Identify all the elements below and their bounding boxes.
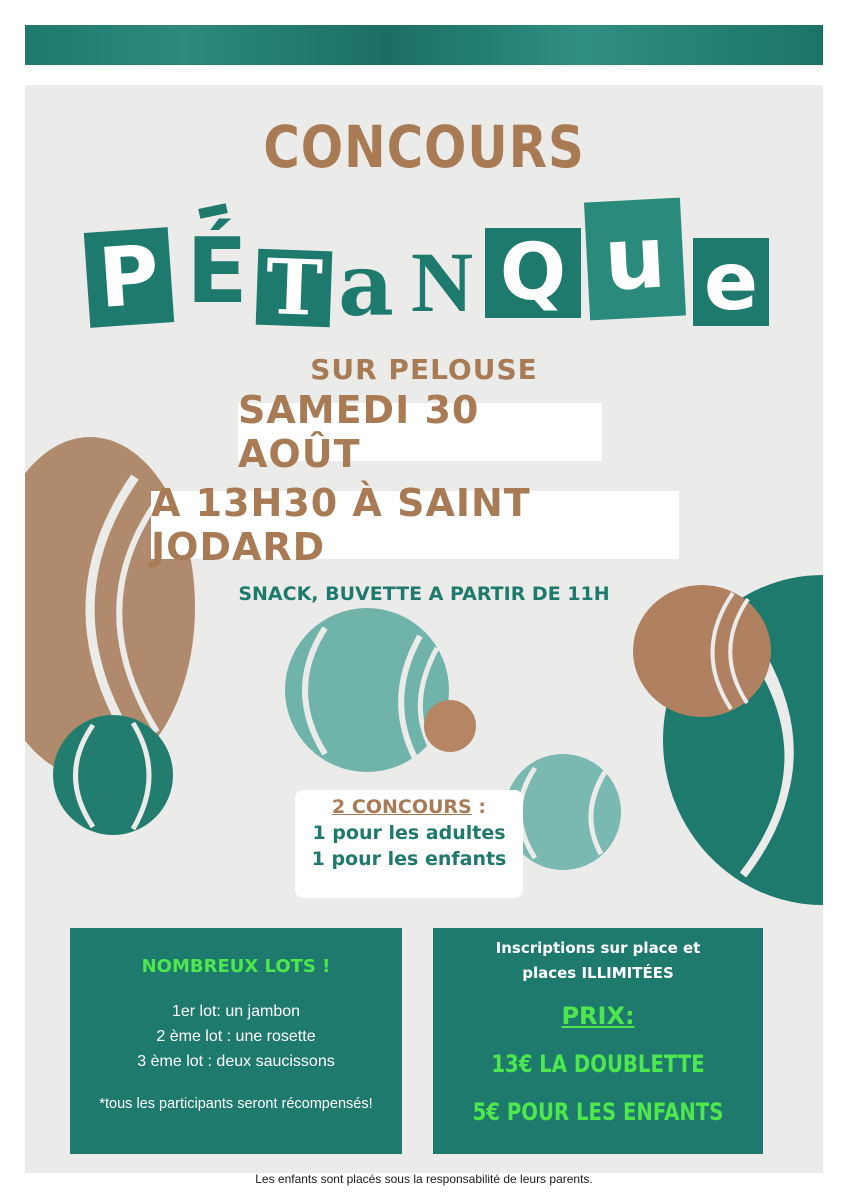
lot-item: 2 ème lot : une rosette — [156, 1028, 316, 1045]
light-teal-ball-center — [285, 608, 449, 772]
event-time-place: A 13H30 À SAINT JODARD — [151, 491, 679, 559]
lot-item: 1er lot: un jambon — [171, 1003, 301, 1020]
concours-adults: 1 pour les adultes — [312, 822, 506, 844]
letter-e-accent: É — [186, 219, 248, 324]
snack-info: SNACK, BUVETTE A PARTIR DE 11H — [238, 583, 610, 605]
lots-title: NOMBREUX LOTS ! — [141, 956, 331, 977]
cochonnet — [424, 700, 476, 752]
lots-list — [70, 999, 402, 1074]
letter-q: Q — [485, 228, 581, 318]
title-concours: CONCOURS — [263, 113, 585, 181]
lots-panel — [70, 928, 402, 1154]
subtitle: SUR PELOUSE — [310, 353, 538, 386]
event-date: SAMEDI 30 AOÛT — [238, 403, 602, 461]
concours-box — [295, 790, 523, 898]
lots-note: *tous les participants seront récompensés! — [99, 1096, 373, 1112]
letter-n: N — [410, 234, 474, 330]
accent-mark — [198, 203, 227, 219]
price-title: PRIX: — [561, 1002, 635, 1030]
top-banner — [25, 25, 823, 65]
concours-children: 1 pour les enfants — [311, 848, 507, 870]
lot-item: 3 ème lot : deux saucissons — [137, 1053, 335, 1070]
teal-ball-left — [53, 715, 173, 835]
registration-info: Inscriptions sur place et places ILLIMITÉES — [495, 939, 701, 982]
registration-panel — [433, 928, 763, 1154]
letter-u: u — [584, 198, 686, 321]
petanque-ransom-title — [87, 207, 767, 340]
letter-a: a — [338, 235, 394, 336]
poster — [25, 85, 823, 1173]
letter-e: e — [693, 238, 769, 326]
letter-t: T — [256, 249, 333, 328]
price-children: 5€ POUR LES ENFANTS — [472, 1098, 724, 1126]
concours-count: 2 CONCOURS : — [332, 796, 486, 818]
letter-p: P — [84, 227, 174, 328]
footer-disclaimer: Les enfants sont placés sous la responsabilité de leurs parents. — [255, 1172, 593, 1186]
price-doublette: 13€ LA DOUBLETTE — [491, 1050, 705, 1078]
